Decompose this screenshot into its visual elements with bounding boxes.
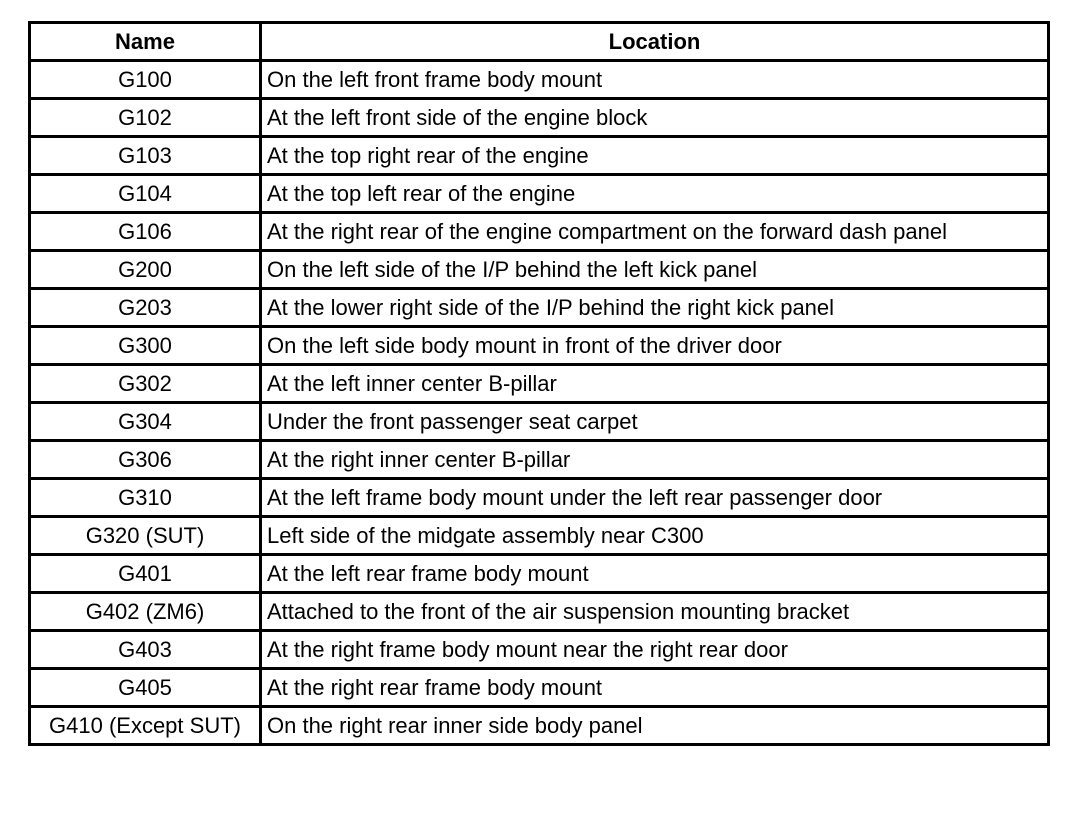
table-row [30,403,1049,441]
ground-location-cell: On the left side of the I/P behind the left kick panel [261,251,1049,289]
column-header-name: Name [30,23,261,61]
table-row [30,99,1049,137]
ground-name-cell: G106 [30,213,261,251]
table-header-row [30,23,1049,61]
table-row [30,593,1049,631]
table-row [30,61,1049,99]
ground-name-cell: G203 [30,289,261,327]
ground-name-cell: G300 [30,327,261,365]
ground-name-cell: G100 [30,61,261,99]
ground-location-cell: Left side of the midgate assembly near C300 [261,517,1049,555]
table-row [30,517,1049,555]
ground-location-cell: At the right rear frame body mount [261,669,1049,707]
table-row [30,137,1049,175]
ground-location-cell: At the lower right side of the I/P behind the right kick panel [261,289,1049,327]
ground-name-cell: G306 [30,441,261,479]
ground-location-cell: On the left front frame body mount [261,61,1049,99]
ground-location-cell: On the right rear inner side body panel [261,707,1049,745]
column-header-location: Location [261,23,1049,61]
ground-location-cell: At the right frame body mount near the right rear door [261,631,1049,669]
ground-name-cell: G302 [30,365,261,403]
ground-name-cell: G310 [30,479,261,517]
ground-location-cell: On the left side body mount in front of the driver door [261,327,1049,365]
ground-location-cell: At the right inner center B-pillar [261,441,1049,479]
ground-location-cell: At the left rear frame body mount [261,555,1049,593]
table-row [30,175,1049,213]
ground-location-cell: At the left front side of the engine block [261,99,1049,137]
ground-location-cell: At the right rear of the engine compartment on the forward dash panel [261,213,1049,251]
ground-location-cell: At the left inner center B-pillar [261,365,1049,403]
table-row [30,365,1049,403]
ground-location-cell: Under the front passenger seat carpet [261,403,1049,441]
ground-name-cell: G200 [30,251,261,289]
ground-name-cell: G104 [30,175,261,213]
ground-name-cell: G103 [30,137,261,175]
ground-name-cell: G405 [30,669,261,707]
table-row [30,669,1049,707]
table-row [30,441,1049,479]
ground-location-cell: At the left frame body mount under the left rear passenger door [261,479,1049,517]
ground-name-cell: G401 [30,555,261,593]
ground-name-cell: G102 [30,99,261,137]
ground-location-cell: At the top right rear of the engine [261,137,1049,175]
table-row [30,251,1049,289]
ground-name-cell: G320 (SUT) [30,517,261,555]
ground-name-cell: G410 (Except SUT) [30,707,261,745]
ground-locations-table [28,21,1050,746]
ground-location-cell: At the top left rear of the engine [261,175,1049,213]
ground-name-cell: G403 [30,631,261,669]
table-row [30,631,1049,669]
ground-location-cell: Attached to the front of the air suspension mounting bracket [261,593,1049,631]
table-row [30,479,1049,517]
table-row [30,327,1049,365]
table-row [30,555,1049,593]
table-row [30,289,1049,327]
table-row [30,707,1049,745]
table-row [30,213,1049,251]
ground-name-cell: G304 [30,403,261,441]
ground-name-cell: G402 (ZM6) [30,593,261,631]
